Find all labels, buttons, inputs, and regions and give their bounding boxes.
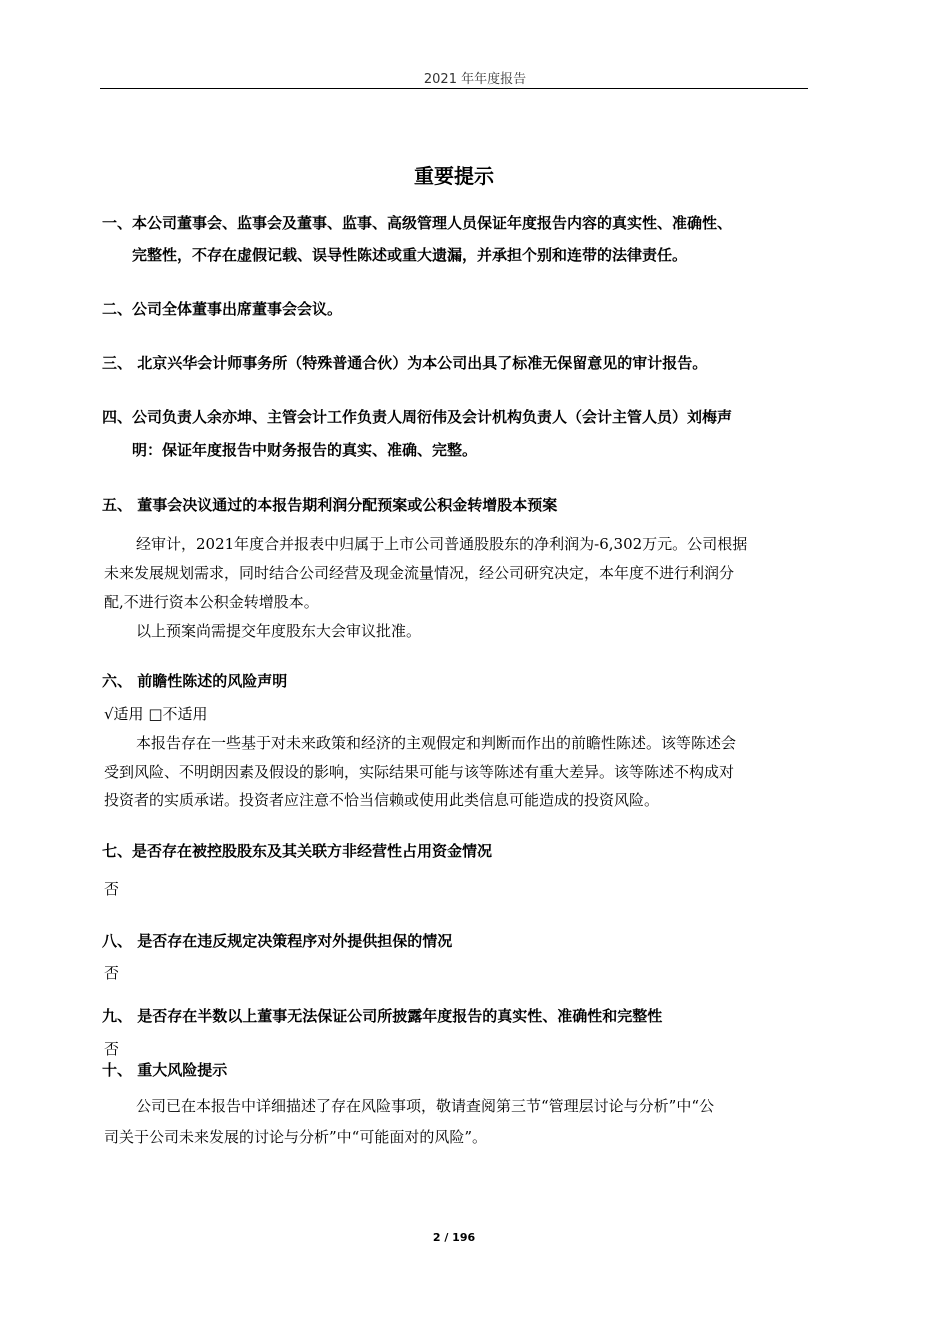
section-1-line-1: 一、本公司董事会、监事会及董事、监事、高级管理人员保证年度报告内容的真实性、准确性、 [102,214,733,232]
section-3-heading: 三、 北京兴华会计师事务所（特殊普通合伙）为本公司出具了标准无保留意见的审计报告。 [102,354,708,372]
section-8-heading: 八、 是否存在违反规定决策程序对外提供担保的情况 [102,932,453,950]
page-number: 2 / 196 [432,1231,476,1244]
section-6-paragraph-line-1: 本报告存在一些基于对未来政策和经济的主观假定和判断而作出的前瞻性陈述。该等陈述会 [136,734,737,752]
section-6-heading: 六、 前瞻性陈述的风险声明 [102,672,288,690]
not-applicable-unchecked: □不适用 [148,705,208,723]
section-4-line-1: 四、公司负责人余亦坤、主管会计工作负责人周衍伟及会计机构负责人（会计主管人员）刘梅声 [102,408,733,426]
section-5-paragraph-line-3: 配,不进行资本公积金转增股本。 [104,593,319,611]
section-7-heading: 七、是否存在被控股股东及其关联方非经营性占用资金情况 [102,842,493,860]
section-7-answer: 否 [104,880,120,898]
applicable-option [104,703,208,724]
section-4-line-2: 明：保证年度报告中财务报告的真实、准确、完整。 [132,441,478,459]
section-8-answer: 否 [104,964,120,982]
section-5-paragraph-line-1: 经审计，2021年度合并报表中归属于上市公司普通股股东的净利润为-6,302万元。公司根据 [136,535,748,553]
section-10-paragraph-line-2: 司关于公司未来发展的讨论与分析”中“可能面对的风险”。 [104,1128,488,1146]
section-6-paragraph-line-2: 受到风险、不明朗因素及假设的影响，实际结果可能与该等陈述有重大差异。该等陈述不构成对 [104,763,735,781]
section-6-paragraph-line-3: 投资者的实质承诺。投资者应注意不恰当信赖或使用此类信息可能造成的投资风险。 [104,791,660,809]
section-10-heading: 十、 重大风险提示 [102,1061,228,1079]
section-9-heading: 九、 是否存在半数以上董事无法保证公司所披露年度报告的真实性、准确性和完整性 [102,1007,663,1025]
page-title: 重要提示 [414,164,494,188]
section-1-line-2: 完整性，不存在虚假记载、误导性陈述或重大遗漏，并承担个别和连带的法律责任。 [132,246,688,264]
applicable-checked: √适用 [104,705,144,723]
section-5-paragraph-line-2: 未来发展规划需求，同时结合公司经营及现金流量情况，经公司研究决定，本年度不进行利润分 [104,564,735,582]
section-9-answer: 否 [104,1040,120,1058]
page-header: 2021 年年度报告 [423,72,527,87]
section-10-paragraph-line-1: 公司已在本报告中详细描述了存在风险事项，敬请查阅第三节“管理层讨论与分析”中“公 [136,1097,715,1115]
section-5-heading: 五、 董事会决议通过的本报告期利润分配预案或公积金转增股本预案 [102,496,558,514]
header-rule [100,88,808,89]
section-2-heading: 二、公司全体董事出席董事会会议。 [102,300,343,318]
section-5-paragraph-2: 以上预案尚需提交年度股东大会审议批准。 [136,622,422,640]
